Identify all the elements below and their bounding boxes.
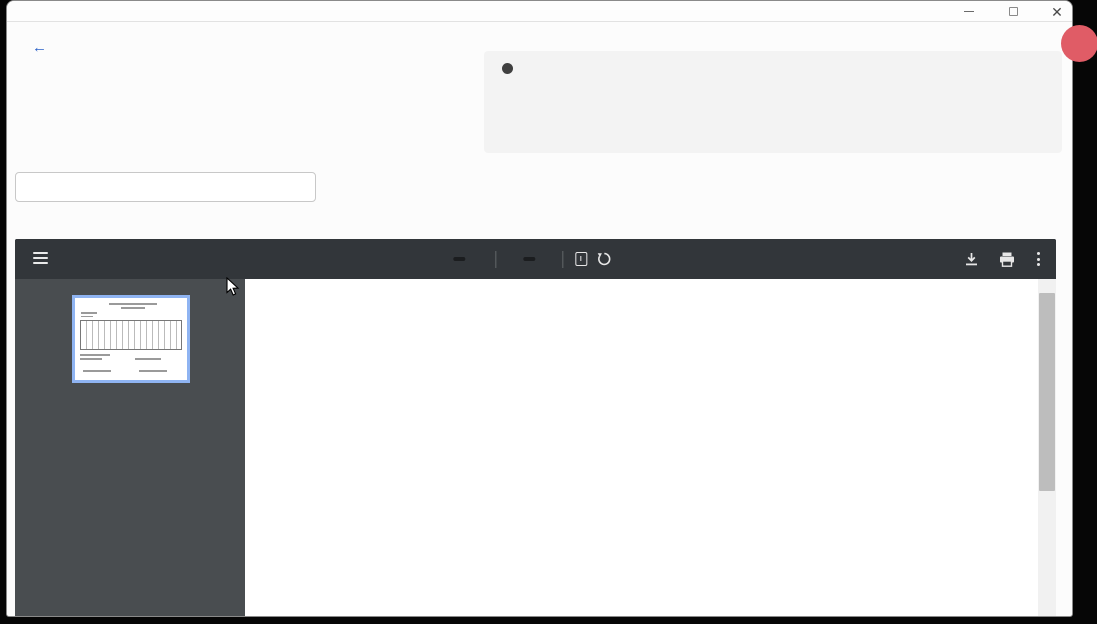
panduan-header: [502, 63, 520, 74]
saldo-row: [259, 605, 421, 614]
download-icon[interactable]: [964, 252, 979, 267]
notification-badge: [1061, 25, 1097, 62]
zoom-level[interactable]: [523, 257, 535, 261]
back-arrow-icon[interactable]: ←: [32, 39, 47, 56]
arkas-window: [6, 0, 1073, 617]
toolbar-divider: [495, 251, 496, 268]
close-button[interactable]: [1050, 5, 1064, 19]
close-icon: ✕: [1051, 3, 1063, 20]
thumbnail-table-sketch: [80, 320, 182, 350]
print-icon[interactable]: [999, 252, 1015, 267]
window-controls: [962, 1, 1064, 22]
pdf-toolbar: [15, 239, 1056, 279]
pdf-thumbnail-sidebar: [15, 279, 245, 617]
minimize-button[interactable]: [962, 5, 976, 19]
pdf-page: [245, 279, 1038, 617]
fit-to-page-icon[interactable]: [575, 252, 587, 266]
page-number-input[interactable]: [453, 257, 465, 261]
toolbar-divider: [562, 251, 563, 268]
rotate-icon[interactable]: [596, 251, 612, 267]
page-thumbnail[interactable]: [72, 295, 190, 383]
pdf-viewer: [15, 239, 1056, 617]
pdf-scrollbar[interactable]: [1038, 279, 1056, 617]
pdf-toolbar-center: [453, 239, 612, 279]
scrollbar-thumb[interactable]: [1039, 293, 1055, 491]
more-options-icon[interactable]: [1035, 250, 1042, 268]
panduan-box: [484, 51, 1062, 153]
format-laporan-dropdown[interactable]: [15, 172, 316, 202]
menu-icon[interactable]: [33, 252, 48, 264]
minimize-icon: [964, 11, 974, 13]
info-icon: [502, 63, 513, 74]
maximize-icon: [1009, 7, 1018, 16]
window-titlebar: [7, 1, 1072, 22]
pdf-body: [15, 279, 1056, 617]
pdf-toolbar-right: [964, 239, 1042, 279]
maximize-button[interactable]: [1006, 5, 1020, 19]
